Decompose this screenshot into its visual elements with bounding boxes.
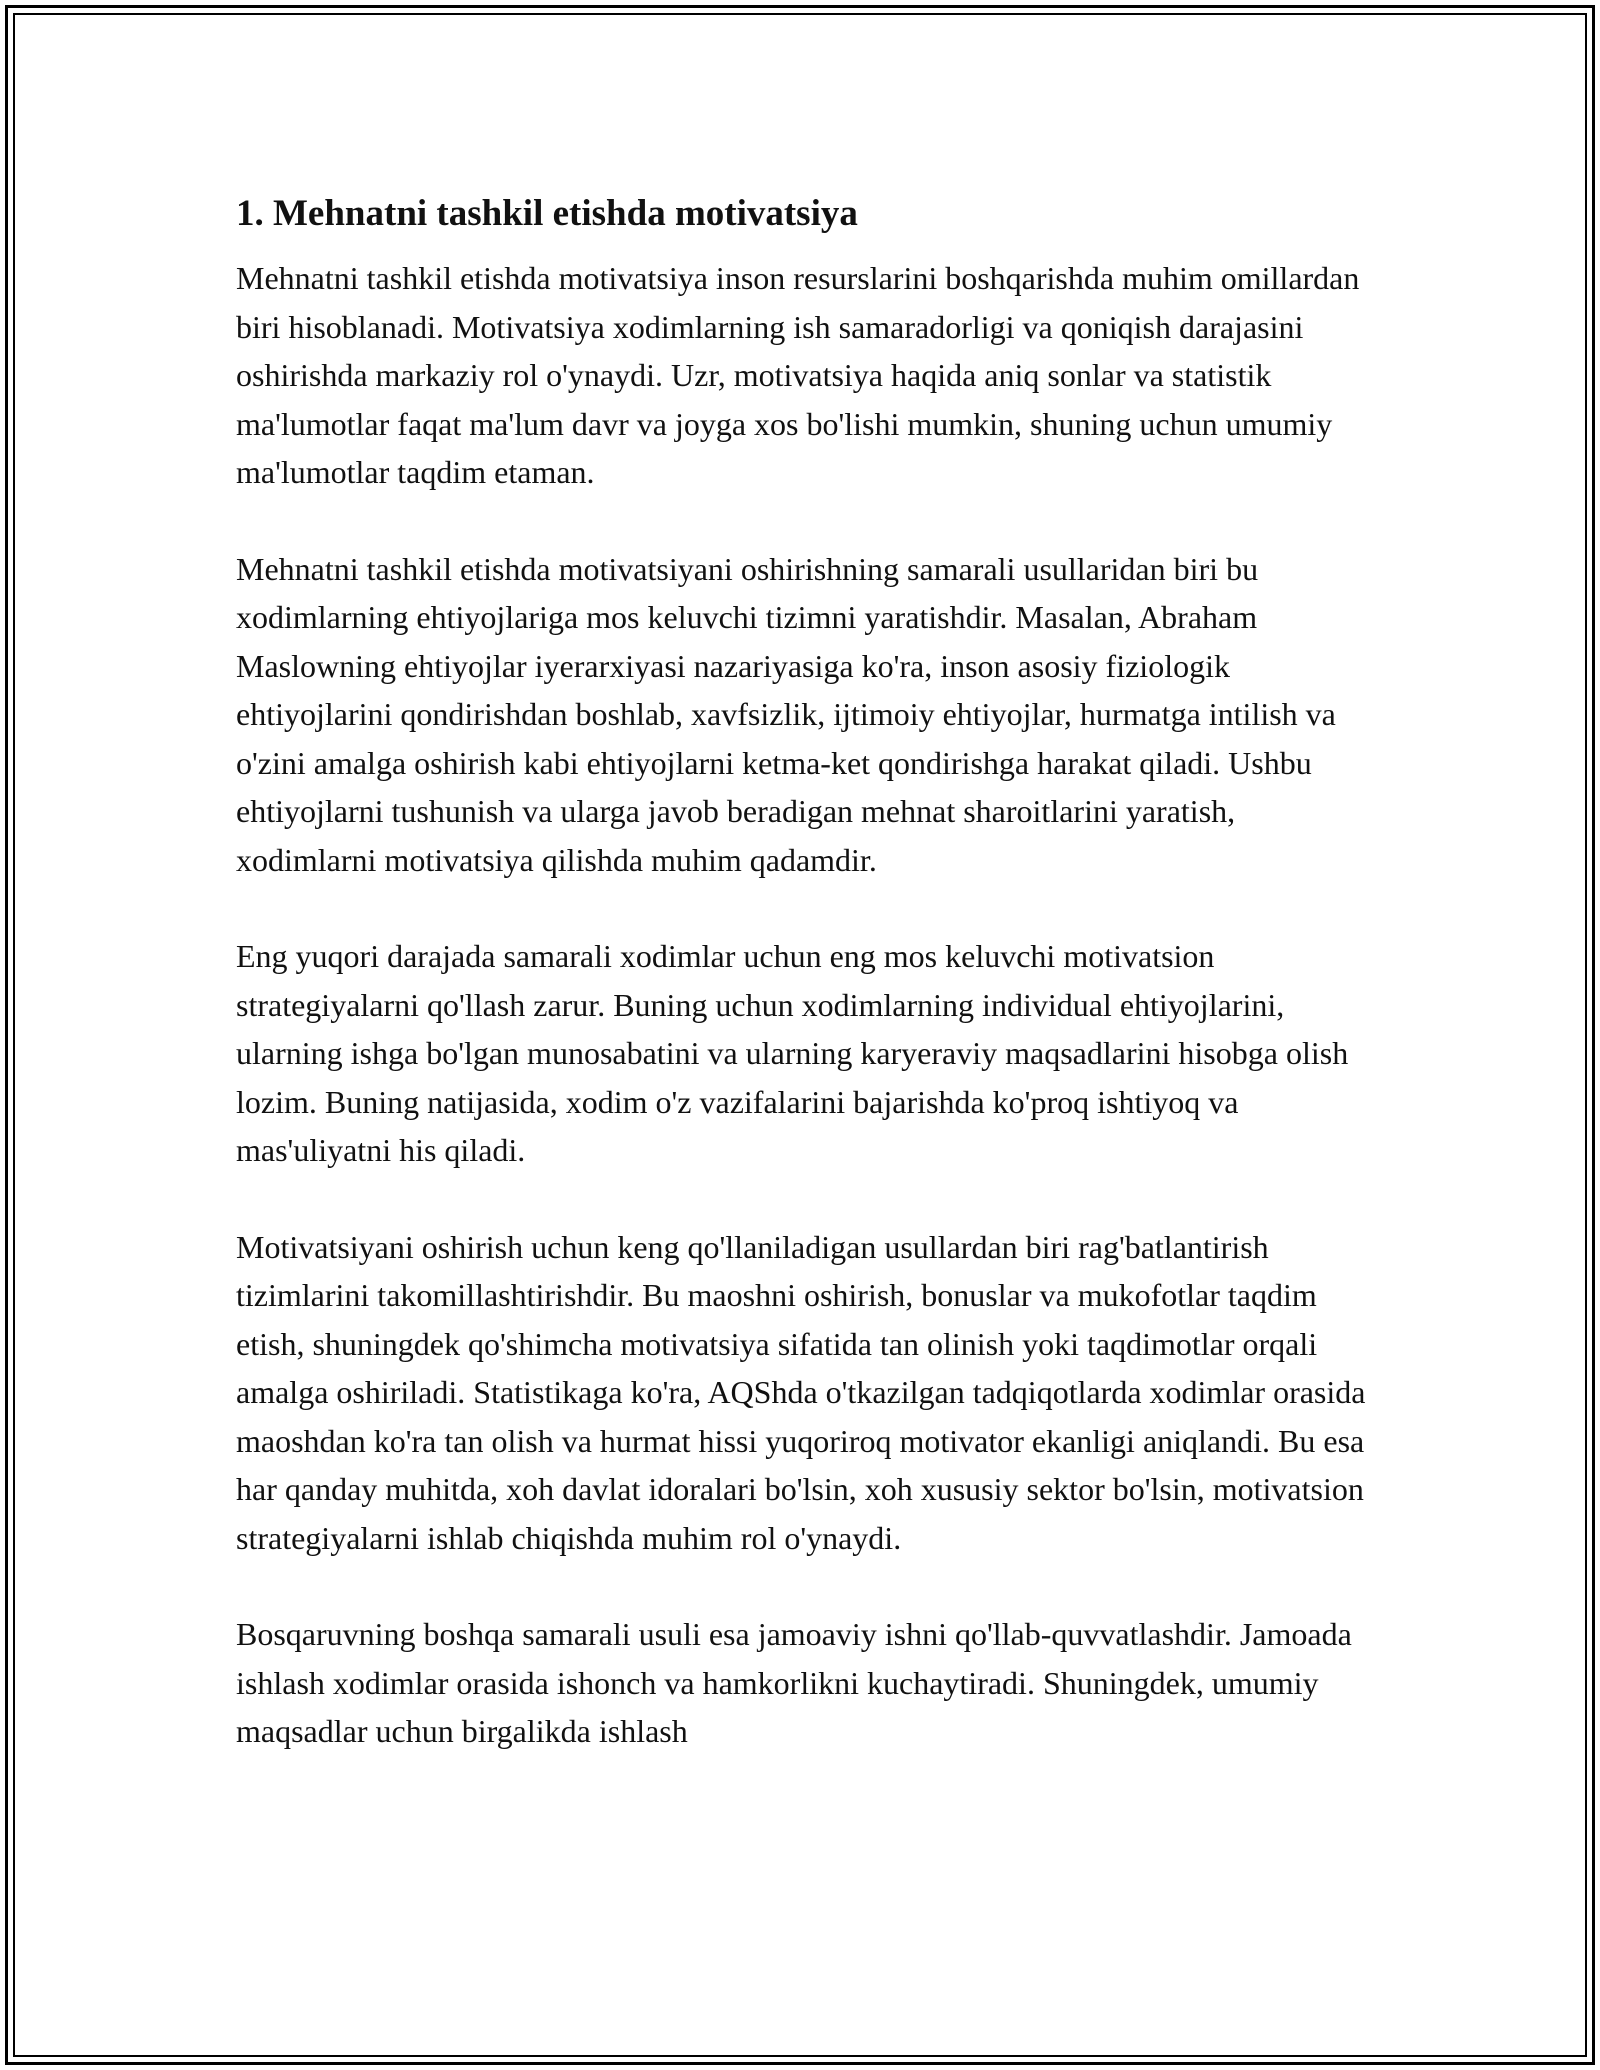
section-title: 1. Mehnatni tashkil etishda motivatsiya xyxy=(236,193,858,234)
document-page xyxy=(236,190,1376,1756)
paragraph-4: Motivatsiyani oshirish uchun keng qo'llaniladigan usullardan biri rag'batlantirish tizimlarini takomillashtirishdir. Bu maoshni oshirish, bonuslar va mukofotlar taqdim etish, shuningdek qo'shimcha motivatsiya sifatida tan olinish yoki taqdimotlar orqali amalga oshiriladi. Statistikaga ko'ra, AQShda o'tkazilgan tadqiqotlarda xodimlar orasida maoshdan ko'ra tan olish va hurmat hissi yuqoriroq motivator ekanligi aniqlandi. Bu esa har qanday muhitda, xoh davlat idoralari bo'lsin, xoh xususiy sektor bo'lsin, motivatsion strategiyalarni ishlab chiqishda muhim rol o'ynaydi. xyxy=(236,1228,1366,1556)
paragraph-5: Bosqaruvning boshqa samarali usuli esa jamoaviy ishni qo'llab-quvvatlashdir. Jamoada ishlash xodimlar orasida ishonch va hamkorlikni kuchaytiradi. Shuningdek, umumiy maqsadlar uchun birgalikda ishlash xyxy=(236,1616,1352,1749)
paragraph-1: Mehnatni tashkil etishda motivatsiya inson resurslarini boshqarishda muhim omillardan biri hisoblanadi. Motivatsiya xodimlarning ish samaradorligi va qoniqish darajasini oshirishda markaziy rol o'ynaydi. Uzr, motivatsiya haqida aniq sonlar va statistik ma'lumotlar faqat ma'lum davr va joyga xos bo'lishi mumkin, shuning uchun umumiy ma'lumotlar taqdim etaman. xyxy=(236,260,1360,490)
paragraph-2: Mehnatni tashkil etishda motivatsiyani oshirishning samarali usullaridan biri bu xodimlarning ehtiyojlariga mos keluvchi tizimni yaratishdir. Masalan, Abraham Maslowning ehtiyojlar iyerarxiyasi nazariyasiga ko'ra, inson asosiy fiziologik ehtiyojlarini qondirishdan boshlab, xavfsizlik, ijtimoiy ehtiyojlar, hurmatga intilish va o'zini amalga oshirish kabi ehtiyojlarni ketma-ket qondirishga harakat qiladi. Ushbu ehtiyojlarni tushunish va ularga javob beradigan mehnat sharoitlarini yaratish, xodimlarni motivatsiya qilishda muhim qadamdir. xyxy=(236,550,1336,878)
paragraph-3: Eng yuqori darajada samarali xodimlar uchun eng mos keluvchi motivatsion strategiyalarni qo'llash zarur. Buning uchun xodimlarning individual ehtiyojlarini, ularning ishga bo'lgan munosabatini va ularning karyeraviy maqsadlarini hisobga olish lozim. Buning natijasida, xodim o'z vazifalarini bajarishda ko'proq ishtiyoq va mas'uliyatni his qiladi. xyxy=(236,938,1349,1168)
